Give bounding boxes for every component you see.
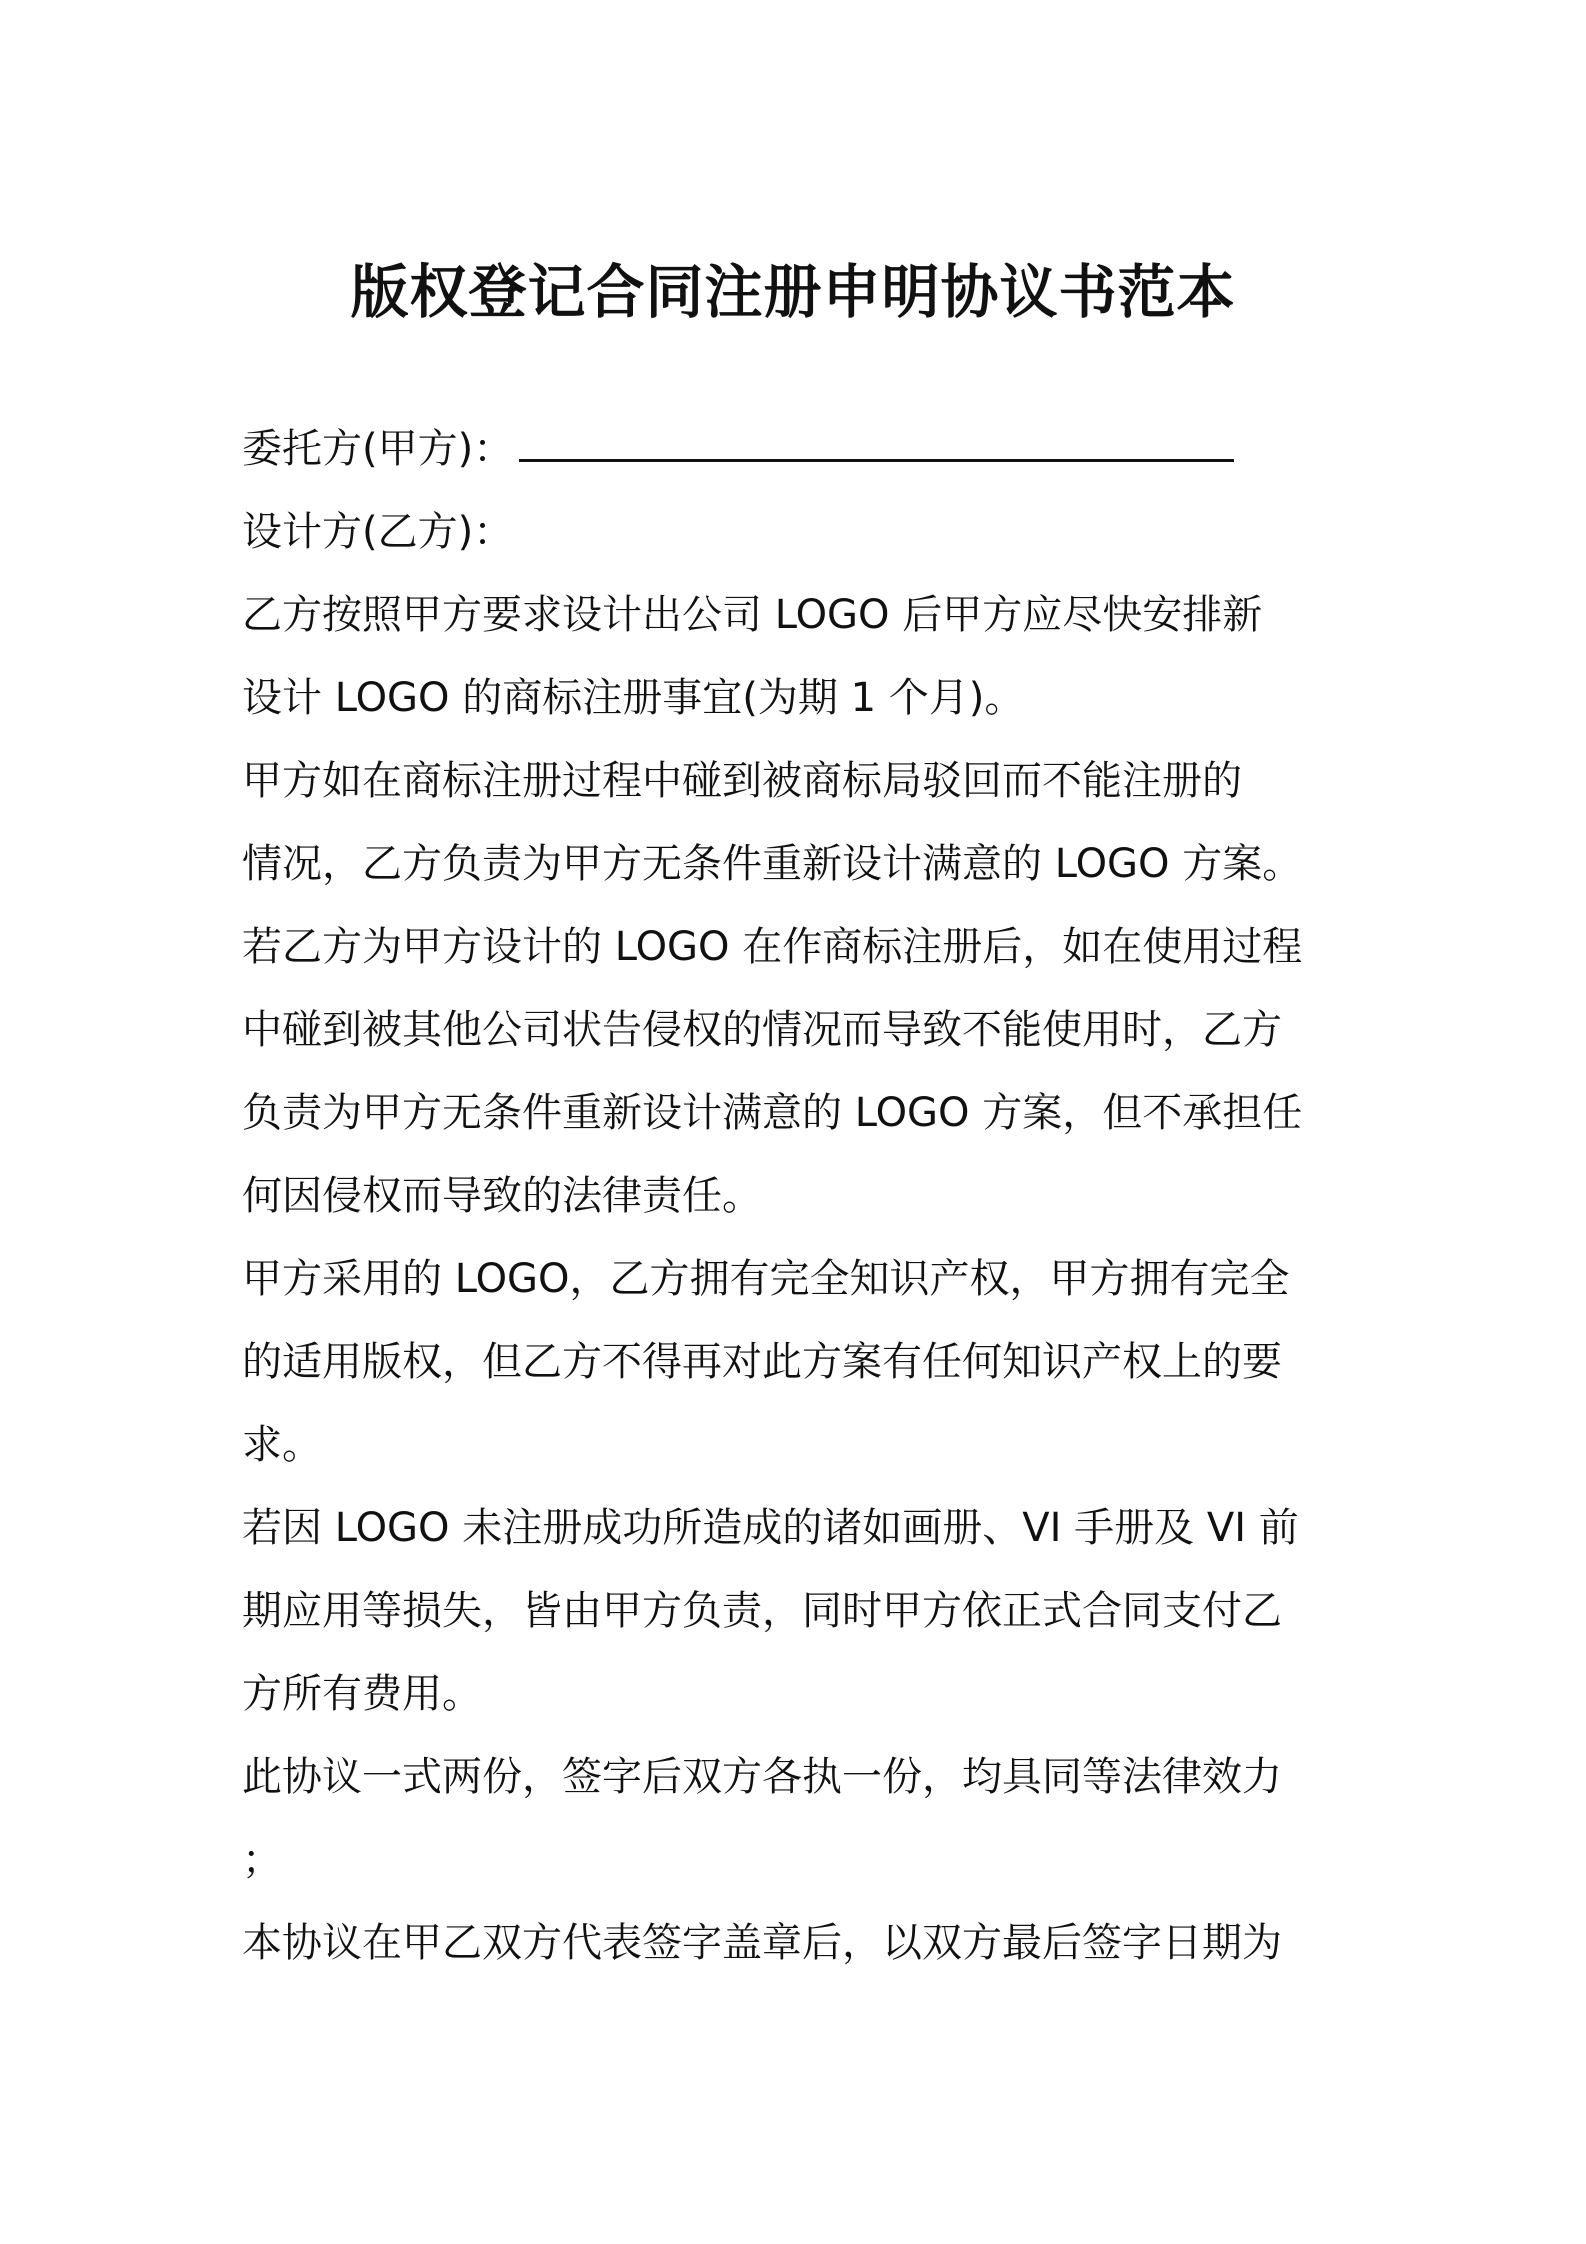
text-line: 的适用版权，但乙方不得再对此方案有任何知识产权上的要 — [242, 1339, 1282, 1385]
text-line: 负责为甲方无条件重新设计满意的 LOGO 方案，但不承担任 — [242, 1090, 1303, 1136]
text-line: 甲方采用的 LOGO，乙方拥有完全知识产权，甲方拥有完全 — [242, 1256, 1290, 1302]
text-line: 若因 LOGO 未注册成功所造成的诸如画册、VI 手册及 VI 前 — [242, 1505, 1299, 1551]
client-field-row — [242, 408, 1352, 491]
text-line: 此协议一式两份，签字后双方各执一份，均具同等法律效力 — [242, 1754, 1282, 1800]
designer-field-row — [242, 491, 1352, 574]
document-body — [242, 408, 1352, 1985]
text-line: 若乙方为甲方设计的 LOGO 在作商标注册后，如在使用过程 — [242, 924, 1303, 970]
text-line: 何因侵权而导致的法律责任。 — [242, 1173, 762, 1219]
document-title: 版权登记合同注册申明协议书范本 — [350, 258, 1236, 326]
designer-label: 设计方(乙方)： — [242, 509, 514, 555]
client-label: 委托方(甲方)： — [242, 426, 514, 472]
text-line: ； — [242, 1837, 282, 1883]
text-line: 求。 — [242, 1422, 322, 1468]
text-line: 情况，乙方负责为甲方无条件重新设计满意的 LOGO 方案。 — [242, 841, 1303, 887]
text-line: 本协议在甲乙双方代表签字盖章后，以双方最后签字日期为 — [242, 1920, 1282, 1966]
text-line: 乙方按照甲方要求设计出公司 LOGO 后甲方应尽快安排新 — [242, 592, 1263, 638]
text-line: 方所有费用。 — [242, 1671, 482, 1717]
text-line: 甲方如在商标注册过程中碰到被商标局驳回而不能注册的 — [242, 758, 1242, 804]
text-line: 中碰到被其他公司状告侵权的情况而导致不能使用时，乙方 — [242, 1007, 1282, 1053]
client-blank-line — [519, 419, 1234, 462]
text-line: 设计 LOGO 的商标注册事宜(为期 1 个月)。 — [242, 675, 1025, 721]
text-line: 期应用等损失，皆由甲方负责，同时甲方依正式合同支付乙 — [242, 1588, 1282, 1634]
